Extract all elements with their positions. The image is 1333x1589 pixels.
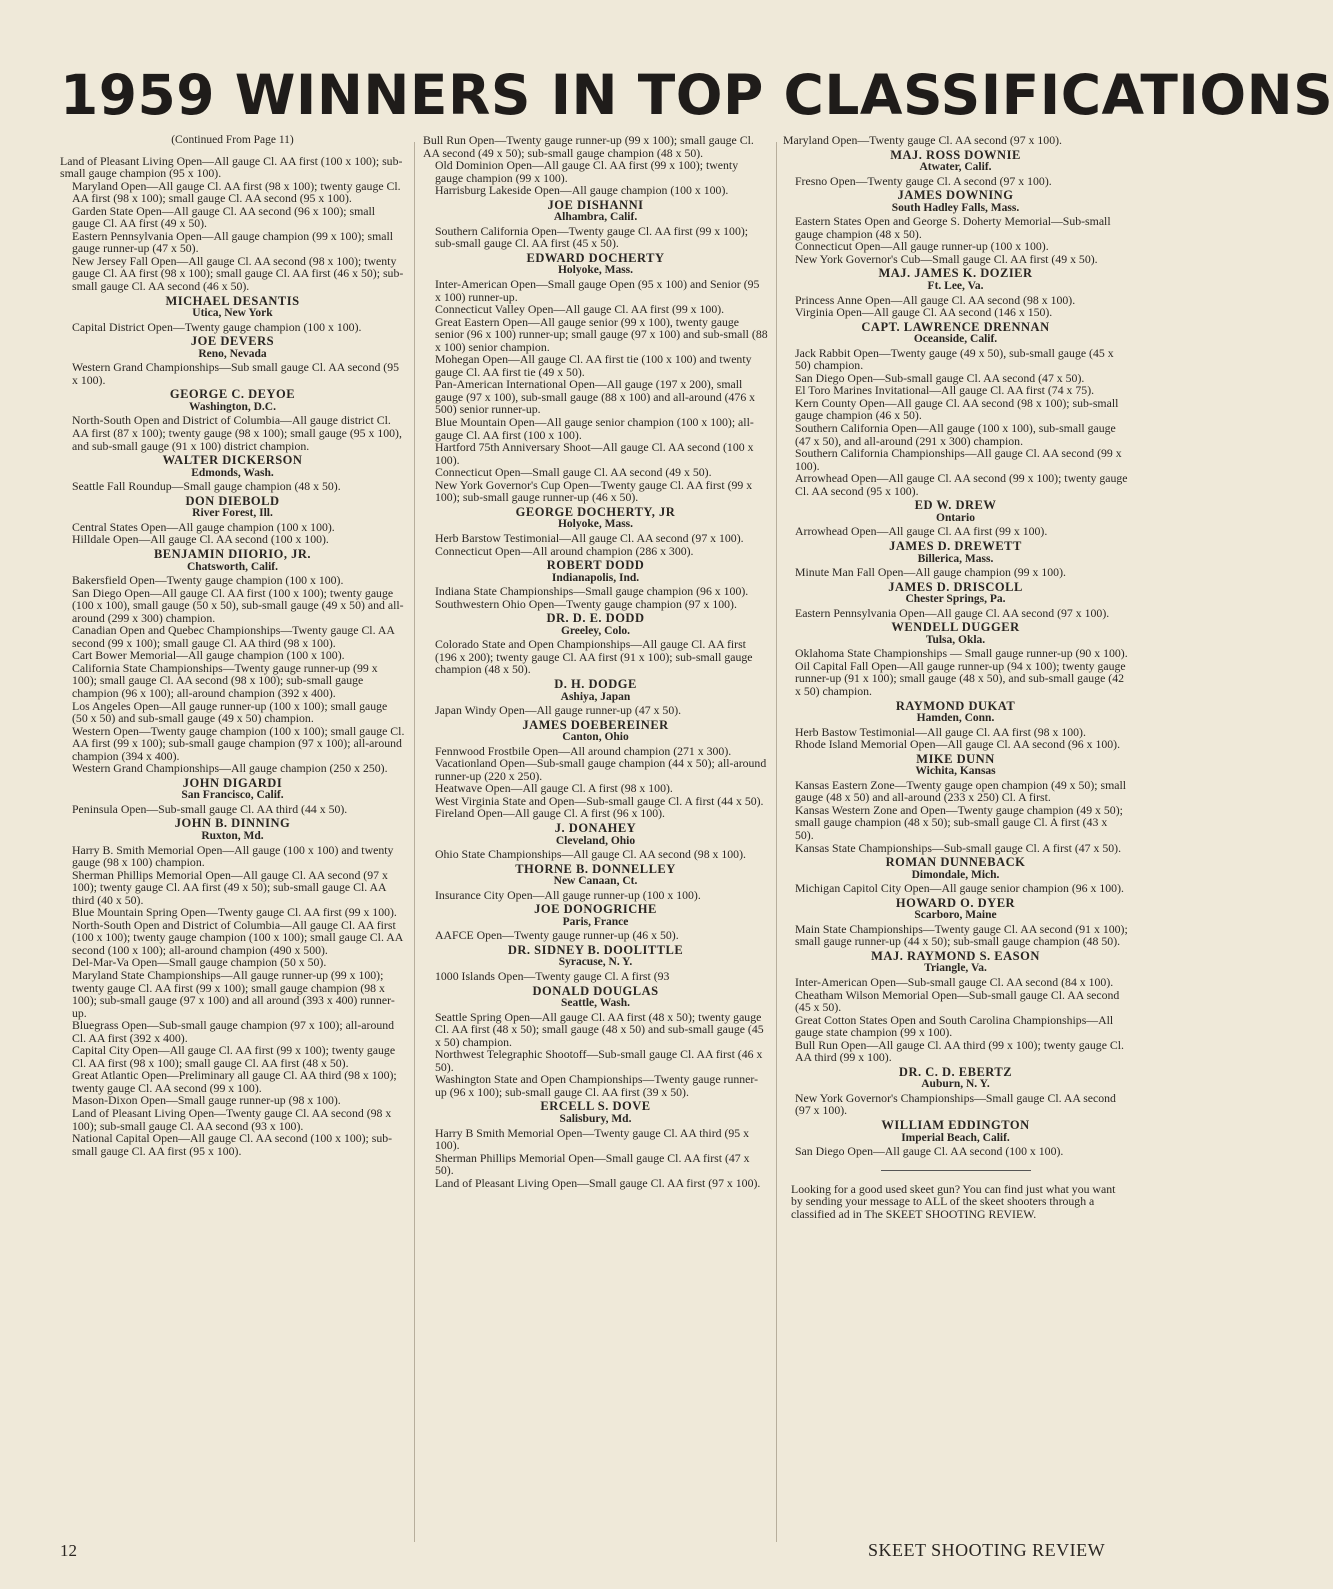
result-entry: North-South Open and District of Columbia—All gauge Cl. AA first (100 x 100); twenty gauge champion (100 x 100); small gauge Cl. AA second (100 x 100); all-around champion (490 x 500). [72, 917, 403, 957]
winner-location: Triangle, Va. [924, 962, 987, 975]
result-entry: Connecticut Valley Open—All gauge Cl. AA first (99 x 100). [435, 302, 725, 317]
result-entry: New Jersey Fall Open—All gauge Cl. AA second (98 x 100); twenty gauge Cl. AA first (98 x 100); small gauge Cl. AA first (46 x 50); sub-small gauge Cl. AA second (46 x 50). [72, 253, 404, 294]
result-entry: Fennwood Frostbile Open—All around champion (271 x 300). [435, 743, 732, 758]
result-entry: Maryland State Championships—All gauge runner-up (99 x 100); twenty gauge Cl. AA first (99 x 100); small gauge champion (98 x 100); sub-small gauge (97 x 100) and all around (393 x 400) runner-up. [72, 968, 395, 1020]
winner-name: JOE DISHANNI [547, 197, 644, 212]
winner-name: GEORGE DOCHERTY, JR [515, 504, 676, 519]
result-entry: Northwest Telegraphic Shootoff—Sub-small gauge Cl. AA first (46 x 50). [435, 1047, 763, 1074]
winner-location: Greeley, Colo. [560, 624, 631, 637]
result-entry: Princess Anne Open—All gauge Cl. AA second (98 x 100). [795, 292, 1076, 307]
result-entry: Harry B Smith Memorial Open—Twenty gauge Cl. AA third (95 x 100). [435, 1125, 750, 1153]
result-entry: Cheatham Wilson Memorial Open—Sub-small gauge Cl. AA second (45 x 50). [795, 987, 1120, 1015]
winner-name: DR. SIDNEY B. DOOLITTLE [507, 942, 684, 957]
winner-location: Imperial Beach, Calif. [901, 1131, 1010, 1144]
result-entry: Fresno Open—Twenty gauge Cl. A second (97 x 100). [795, 173, 1052, 188]
result-entry: Garden State Open—All gauge Cl. AA second (96 x 100); small gauge Cl. AA first (49 x 50). [72, 203, 376, 231]
result-entry: West Virginia State and Open—Sub-small gauge Cl. A first (44 x 50). [435, 793, 764, 808]
winner-name: ROBERT DODD [546, 558, 645, 573]
result-entry: El Toro Marines Invitational—All gauge Cl. AA first (74 x 75). [795, 383, 1095, 398]
winner-name: JAMES D. DREWETT [889, 538, 1022, 553]
winner-name: JOHN DIGARDI [182, 775, 283, 790]
winner-name: MAJ. RAYMOND S. EASON [871, 948, 1040, 963]
column-divider [414, 142, 415, 1542]
result-entry: Seattle Spring Open—All gauge Cl. AA first (48 x 50); twenty gauge Cl. AA first (48 x 50); small gauge (48 x 50) and sub-small gauge (45 x 50) champion. [435, 1009, 764, 1049]
column-divider [776, 142, 777, 1542]
winner-name: JAMES D. DRISCOLL [888, 579, 1023, 594]
result-entry: Connecticut Open—Small gauge Cl. AA second (49 x 50). [435, 465, 712, 480]
result-entry: Virginia Open—All gauge Cl. AA second (146 x 150). [795, 305, 1053, 320]
winner-name: HOWARD O. DYER [895, 895, 1016, 910]
winner-location: South Hadley Falls, Mass. [891, 201, 1020, 214]
winner-name: MICHAEL DESANTIS [165, 293, 300, 308]
result-entry: Main State Championships—Twenty gauge Cl. AA second (91 x 100); small gauge runner-up (44 x 50); sub-small gauge champion (48 50). [795, 921, 1128, 949]
result-entry: Land of Pleasant Living Open—Twenty gauge Cl. AA second (98 x 100); sub-small gauge Cl. AA second (93 x 100). [72, 1106, 392, 1133]
winner-location: Scarboro, Maine [914, 909, 997, 922]
winner-name: CAPT. LAWRENCE DRENNAN [861, 319, 1050, 334]
winner-name: ROMAN DUNNEBACK [885, 855, 1026, 870]
winner-name: JAMES DOEBEREINER [522, 717, 669, 732]
result-entry: Hilldale Open—All gauge Cl. AA second (100 x 100). [72, 532, 329, 547]
result-entry: Japan Windy Open—All gauge runner-up (47 x 50). [435, 703, 682, 718]
result-entry: Great Eastern Open—All gauge senior (99 x 100), twenty gauge senior (96 x 100) runner-up; small gauge (97 x 100) and sub-small (88 x 100) senior champion. [435, 314, 768, 354]
winner-name: WALTER DICKERSON [162, 453, 303, 468]
result-entry: New York Governor's Cup Open—Twenty gauge Cl. AA first (99 x 100); sub-small gauge runner-up (46 x 50). [435, 477, 753, 505]
result-entry: Rhode Island Memorial Open—All gauge Cl. AA second (96 x 100). [795, 737, 1121, 752]
winner-name: WILLIAM EDDINGTON [881, 1118, 1030, 1133]
winner-name: ED W. DREW [914, 498, 997, 513]
result-entry: Washington State and Open Championships—Twenty gauge runner-up (96 x 100); sub-small gauge Cl. AA first (39 x 50). [435, 1072, 758, 1099]
result-entry: Old Dominion Open—All gauge Cl. AA first (99 x 100); twenty gauge champion (99 x 100). [435, 158, 739, 185]
result-entry: Hartford 75th Anniversary Shoot—All gauge Cl. AA second (100 x 100). [435, 440, 754, 467]
result-entry: Western Grand Championships—All gauge champion (250 x 250). [72, 761, 388, 776]
result-entry: Kansas State Championships—Sub-small gauge Cl. A first (47 x 50). [795, 840, 1122, 855]
result-entry: Fireland Open—All gauge Cl. A first (96 x 100). [435, 806, 666, 821]
page-title: 1959 WINNERS IN TOP CLASSIFICATIONS [60, 63, 1333, 127]
result-entry: Kern County Open—All gauge Cl. AA second (98 x 100); sub-small gauge champion (46 x 50). [795, 395, 1119, 423]
column-3 [783, 134, 1128, 1220]
result-entry: Harrisburg Lakeside Open—All gauge champion (100 x 100). [435, 183, 729, 198]
result-entry: Land of Pleasant Living Open—Small gauge Cl. AA first (97 x 100). [435, 1175, 761, 1190]
winner-location: Atwater, Calif. [919, 161, 992, 174]
winner-location: Alhambra, Calif. [553, 211, 638, 224]
result-entry: Southern California Championships—All gauge Cl. AA second (99 x 100). [795, 446, 1122, 473]
result-entry: Herb Barstow Testimonial—All gauge Cl. AA second (97 x 100). [435, 530, 744, 545]
result-entry: Arrowhead Open—All gauge Cl. AA second (99 x 100); twenty gauge Cl. AA second (95 x 100). [795, 471, 1128, 498]
winner-location: New Canaan, Ct. [553, 875, 638, 888]
result-entry: Connecticut Open—All around champion (286 x 300). [435, 543, 694, 558]
result-entry: Inter-American Open—Small gauge Open (95 x 100) and Senior (95 x 100) runner-up. [435, 277, 760, 304]
winner-location: Canton, Ohio [562, 731, 629, 744]
winner-name: RAYMOND DUKAT [895, 698, 1016, 713]
result-entry: Eastern Pennsylvania Open—All gauge champion (99 x 100); small gauge runner-up (47 x 50). [72, 228, 394, 256]
winner-location: Ontario [936, 511, 975, 524]
result-entry: Bull Run Open—Twenty gauge runner-up (99 x 100); small gauge Cl. AA second (49 x 50); sub-small gauge champion (48 x 50). [423, 133, 754, 160]
result-entry: Capital District Open—Twenty gauge champion (100 x 100). [72, 319, 362, 334]
result-entry: Vacationland Open—Sub-small gauge champion (44 x 50); all-around runner-up (220 x 250). [435, 756, 767, 783]
winner-name: MIKE DUNN [916, 751, 995, 766]
result-entry: Connecticut Open—All gauge runner-up (100 x 100). [795, 239, 1049, 254]
result-entry: Oil Capital Fall Open—All gauge runner-up (94 x 100); twenty gauge runner-up (91 x 100); small gauge (48 x 50), and sub-small gauge (42 x 50) champion. [795, 658, 1126, 698]
winner-name: DR. D. E. DODD [546, 611, 645, 626]
winner-name: WENDELL DUGGER [891, 620, 1020, 635]
result-entry: Bull Run Open—All gauge Cl. AA third (99 x 100); twenty gauge Cl. AA third (99 x 100). [795, 1037, 1124, 1065]
ad-divider [881, 1170, 1031, 1171]
result-entry: Southern California Open—All gauge (100 x 100), sub-small gauge (47 x 50), and all-around (291 x 300) champion. [795, 421, 1116, 448]
winner-location: Salisbury, Md. [559, 1113, 632, 1126]
winner-location: Cleveland, Ohio [555, 834, 636, 847]
winner-name: JOE DONOGRICHE [534, 902, 657, 917]
continued-note: (Continued From Page 11) [171, 134, 294, 146]
result-entry: Pan-American International Open—All gauge (197 x 200), small gauge (97 x 100), sub-small gauge (88 x 100) and all-around (476 x 500) senior runner-up. [435, 377, 756, 417]
result-entry: Oklahoma State Championships — Small gauge runner-up (90 x 100). [795, 646, 1128, 661]
result-entry: Ohio State Championships—All gauge Cl. AA second (98 x 100). [435, 847, 746, 862]
winner-name: JAMES DOWNING [897, 188, 1014, 203]
winner-name: MAJ. ROSS DOWNIE [890, 147, 1021, 162]
winner-location: Dimondale, Mich. [911, 868, 1000, 881]
result-entry: Mason-Dixon Open—Small gauge runner-up (98 x 100). [72, 1093, 341, 1108]
result-entry: Mohegan Open—All gauge Cl. AA first tie (100 x 100) and twenty gauge Cl. AA first tie (49 x 50). [435, 352, 752, 379]
winner-name: GEORGE C. DEYOE [169, 387, 296, 402]
winner-location: Oceanside, Calif. [913, 333, 998, 346]
winner-name: JOHN B. DINNING [174, 816, 291, 831]
result-entry: Southern California Open—Twenty gauge Cl. AA first (99 x 100); sub-small gauge Cl. AA first (45 x 50). [435, 223, 749, 251]
result-entry: Harry B. Smith Memorial Open—All gauge (100 x 100) and twenty gauge (98 x 100) champion. [72, 842, 394, 870]
result-entry: Michigan Capitol City Open—All gauge senior champion (96 x 100). [795, 881, 1124, 896]
result-entry: Seattle Fall Roundup—Small gauge champion (48 x 50). [72, 479, 341, 494]
winner-name: EDWARD DOCHERTY [526, 250, 665, 265]
result-entry: Land of Pleasant Living Open—All gauge Cl. AA first (100 x 100); sub-small gauge champion (95 x 100). [60, 153, 403, 181]
winner-location: Wichita, Kansas [915, 765, 996, 778]
winner-location: Hamden, Conn. [916, 712, 995, 725]
winner-location: Chatsworth, Calif. [186, 560, 279, 573]
result-entry: Kansas Western Zone and Open—Twenty gauge champion (49 x 50); small gauge champion (48 x 50); sub-small gauge Cl. A first (43 x 50). [795, 802, 1123, 842]
winner-location: Billerica, Mass. [917, 552, 994, 565]
result-entry: Arrowhead Open—All gauge Cl. AA first (99 x 100). [795, 524, 1048, 539]
result-entry: Capital City Open—All gauge Cl. AA first (99 x 100); twenty gauge Cl. AA first (98 x 100); small gauge Cl. AA first (48 x 50). [72, 1043, 396, 1070]
winner-location: Washington, D.C. [189, 400, 276, 413]
result-entry: AAFCE Open—Twenty gauge runner-up (46 x 50). [435, 928, 679, 943]
result-entry: Central States Open—All gauge champion (100 x 100). [72, 519, 335, 534]
result-entry: Sherman Phillips Memorial Open—Small gauge Cl. AA first (47 x 50). [435, 1150, 750, 1178]
winner-location: Ft. Lee, Va. [927, 280, 984, 293]
result-entry: Bluegrass Open—Sub-small gauge champion (97 x 100); all-around Cl. AA first (392 x 400). [72, 1018, 395, 1045]
result-entry: Inter-American Open—Sub-small gauge Cl. AA second (84 x 100). [795, 975, 1114, 989]
winner-location: Utica, New York [192, 307, 273, 320]
winner-name: D. H. DODGE [554, 676, 637, 691]
winner-name: DONALD DOUGLAS [532, 983, 659, 998]
result-entry: Sherman Phillips Memorial Open—All gauge Cl. AA second (97 x 100); twenty gauge Cl. AA first (49 x 50); sub-small gauge Cl. AA third (40 x 50). [72, 867, 388, 907]
result-entry: Heatwave Open—All gauge Cl. A first (98 x 100). [435, 781, 673, 796]
winner-location: Chester Springs, Pa. [905, 593, 1006, 606]
winner-location: Holyoke, Mass. [557, 264, 634, 277]
page-number: 12 [60, 1541, 77, 1560]
result-entry: New York Governor's Championships—Small gauge Cl. AA second (97 x 100). [795, 1090, 1116, 1118]
result-entry: Eastern States Open and George S. Doherty Memorial—Sub-small gauge champion (48 x 50). [795, 214, 1111, 241]
winner-name: JOE DEVERS [190, 334, 275, 349]
column-1 [60, 134, 405, 1157]
result-entry: New York Governor's Cub—Small gauge Cl. AA first (49 x 50). [795, 251, 1098, 266]
winner-location: Paris, France [562, 915, 629, 928]
result-entry: National Capital Open—All gauge Cl. AA second (100 x 100); sub-small gauge Cl. AA first (95 x 100). [72, 1131, 393, 1158]
result-entry: California State Championships—Twenty gauge runner-up (99 x 100); small gauge Cl. AA second (98 x 100); sub-small gauge champion (96 x 100); all-around champion (392 x 400). [72, 660, 378, 700]
winner-location: Ruxton, Md. [201, 829, 264, 842]
winner-location: Tulsa, Okla. [925, 633, 986, 646]
result-entry: Del-Mar-Va Open—Small gauge champion (50 x 50). [72, 955, 327, 970]
result-entry: Maryland Open—All gauge Cl. AA first (98 x 100); twenty gauge Cl. AA first (98 x 100); small gauge Cl. AA second (95 x 100). [72, 178, 401, 206]
result-entry: Bakersfield Open—Twenty gauge champion (100 x 100). [72, 573, 344, 588]
winner-location: River Forest, Ill. [192, 507, 273, 520]
result-entry: Insurance City Open—All gauge runner-up (100 x 100). [435, 887, 701, 902]
result-entry: Canadian Open and Quebec Championships—Twenty gauge Cl. AA second (99 x 100); small gauge Cl. AA third (98 x 100). [72, 623, 395, 650]
result-entry: Western Grand Championships—Sub small gauge Cl. AA second (95 x 100). [72, 360, 400, 387]
result-entry: Great Atlantic Open—Preliminary all gauge Cl. AA third (98 x 100); twenty gauge Cl. AA second (99 x 100). [72, 1068, 397, 1095]
result-entry: San Diego Open—Sub-small gauge Cl. AA second (47 x 50). [795, 370, 1085, 385]
result-entry: 1000 Islands Open—Twenty gauge Cl. A first (93 [435, 969, 670, 983]
winner-location: San Francisco, Calif. [181, 789, 284, 802]
result-entry: Kansas Eastern Zone—Twenty gauge open champion (49 x 50); small gauge (48 x 50) and all-around (233 x 250) Cl. A first. [795, 777, 1127, 805]
winner-location: Edmonds, Wash. [191, 466, 274, 479]
result-entry: Colorado State and Open Championships—All gauge Cl. AA first (196 x 200); twenty gauge Cl. AA first (91 x 100); sub-small gauge champion (48 x 50). [435, 637, 753, 677]
result-entry: Blue Mountain Spring Open—Twenty gauge Cl. AA first (99 x 100). [72, 905, 397, 920]
result-entry: Indiana State Championships—Small gauge champion (96 x 100). [435, 584, 749, 599]
winner-location: Ashiya, Japan [560, 690, 631, 703]
result-entry: Minute Man Fall Open—All gauge champion (99 x 100). [795, 565, 1066, 580]
result-entry: Los Angeles Open—All gauge runner-up (100 x 100); small gauge (50 x 50) and sub-small gauge (49 x 50) champion. [72, 698, 388, 726]
result-entry: Peninsula Open—Sub-small gauge Cl. AA third (44 x 50). [72, 801, 348, 816]
result-entry: Blue Mountain Open—All gauge senior champion (100 x 100); all-gauge Cl. AA first (100 x 100). [435, 415, 754, 442]
classified-ad-note: Looking for a good used skeet gun? You can find just what you want by sending your message to ALL of the skeet shooters through a classified ad in The SKEET SHOOTING REVIEW. [791, 1181, 1116, 1221]
winner-name: DON DIEBOLD [185, 493, 280, 508]
result-entry: San Diego Open—All gauge Cl. AA second (100 x 100). [795, 1144, 1064, 1159]
winner-name: BENJAMIN DIIORIO, JR. [153, 546, 312, 561]
result-entry: Eastern Pennsylvania Open—All gauge Cl. AA second (97 x 100). [795, 605, 1110, 620]
result-entry: Great Cotton States Open and South Carolina Championships—All gauge state champion (99 x 100). [795, 1012, 1114, 1040]
winner-name: ERCELL S. DOVE [540, 1099, 651, 1114]
winner-location: Syracuse, N. Y. [558, 956, 633, 969]
column-2 [423, 134, 768, 1189]
winner-name: DR. C. D. EBERTZ [898, 1064, 1013, 1079]
result-entry: Maryland Open—Twenty gauge Cl. AA second (97 x 100). [783, 133, 1062, 147]
winner-name: MAJ. JAMES K. DOZIER [878, 266, 1033, 281]
publication-name: SKEET SHOOTING REVIEW [868, 1540, 1106, 1560]
result-entry: Cart Bower Memorial—All gauge champion (100 x 100). [72, 648, 345, 663]
result-entry: Western Open—Twenty gauge champion (100 x 100); small gauge Cl. AA first (99 x 100); sub-small gauge champion (97 x 100); all-around champion (394 x 400). [72, 723, 405, 763]
result-entry: Herb Bastow Testimonial—All gauge Cl. AA first (98 x 100). [795, 724, 1086, 739]
result-entry: Jack Rabbit Open—Twenty gauge (49 x 50), sub-small gauge (45 x 50) champion. [795, 345, 1114, 373]
winner-location: Indianapolis, Ind. [551, 571, 640, 584]
winner-location: Auburn, N. Y. [921, 1078, 990, 1091]
winner-location: Holyoke, Mass. [557, 518, 634, 531]
result-entry: North-South Open and District of Columbia—All gauge district Cl. AA first (87 x 100); twenty gauge (98 x 100); small gauge (95 x 100), and sub-small gauge (91 x 100) district champion. [72, 413, 402, 453]
result-entry: San Diego Open—All gauge Cl. AA first (100 x 100); twenty gauge (100 x 100), small gauge (50 x 50), sub-small gauge (49 x 50) and all-around (299 x 300) champion. [72, 585, 404, 625]
winner-location: Seattle, Wash. [560, 997, 631, 1010]
result-entry: Southwestern Ohio Open—Twenty gauge champion (97 x 100). [435, 596, 737, 611]
winner-name: THORNE B. DONNELLEY [515, 861, 676, 876]
winner-name: J. DONAHEY [554, 820, 637, 835]
winner-location: Reno, Nevada [198, 347, 267, 360]
